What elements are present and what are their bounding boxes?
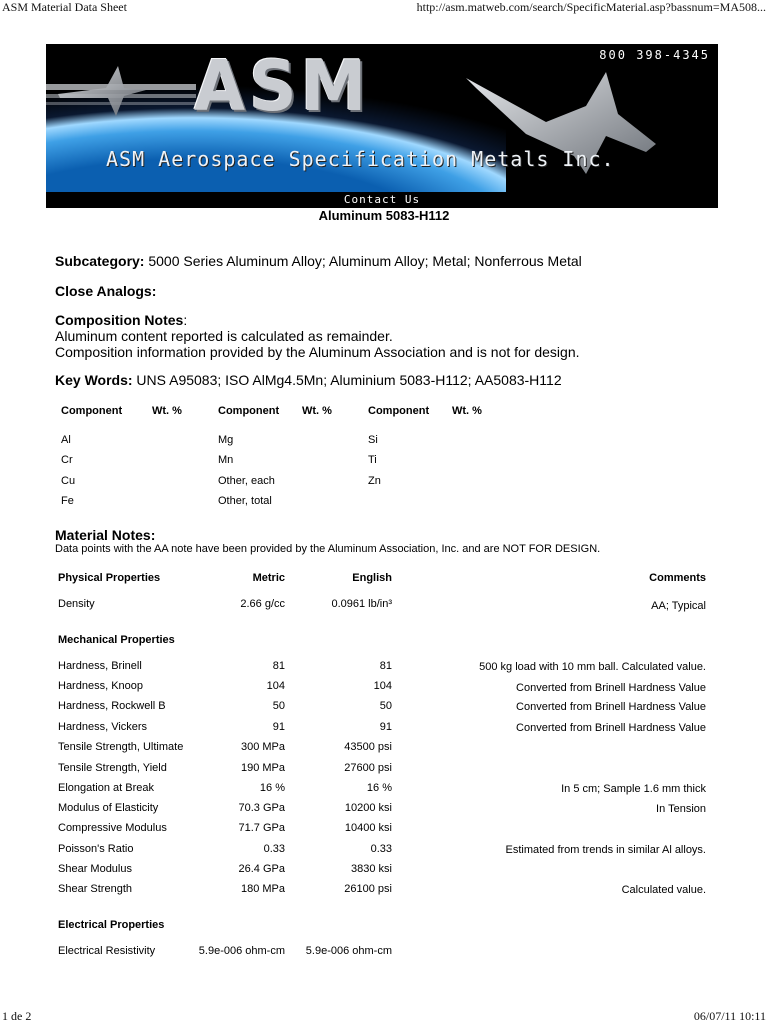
property-english: 5.9e-006 ohm-cm xyxy=(305,945,392,957)
property-english: 27600 psi xyxy=(344,762,392,774)
property-english: 26100 psi xyxy=(344,883,392,895)
property-metric: 70.3 GPa xyxy=(238,802,285,814)
property-english: 10200 ksi xyxy=(344,802,392,814)
property-comment: Converted from Brinell Hardness Value xyxy=(516,682,706,694)
property-english: 81 xyxy=(379,660,392,672)
component-cell: Mg xyxy=(218,434,234,446)
property-name: Modulus of Elasticity xyxy=(58,802,159,814)
property-english: 0.0961 lb/in³ xyxy=(331,598,392,610)
col-header-wt: Wt. % xyxy=(302,405,332,417)
close-analogs xyxy=(55,283,156,299)
col-header-component: Component xyxy=(218,405,280,417)
print-timestamp: 06/07/11 10:11 xyxy=(693,1009,766,1023)
page-number: 1 de 2 xyxy=(2,1009,32,1023)
print-header-url: http://asm.matweb.com/search/SpecificMaterial.asp?bassnum=MA508... xyxy=(416,0,766,14)
composition-notes-line1: Aluminum content reported is calculated as remainder. xyxy=(55,328,393,344)
component-cell: Other, each xyxy=(218,475,275,487)
close-analogs-label: Close Analogs: xyxy=(55,283,157,299)
component-cell: Al xyxy=(61,434,71,446)
property-metric: 2.66 g/cc xyxy=(240,598,285,610)
print-header-title: ASM Material Data Sheet xyxy=(2,0,127,14)
col-header-wt: Wt. % xyxy=(152,405,182,417)
property-metric: 81 xyxy=(272,660,285,672)
subcategory xyxy=(55,253,582,269)
asm-banner xyxy=(46,44,718,208)
col-header-component: Component xyxy=(368,405,430,417)
component-cell: Other, total xyxy=(218,495,272,507)
property-metric: 91 xyxy=(272,721,285,733)
component-cell: Mn xyxy=(218,454,234,466)
print-footer xyxy=(0,1009,768,1025)
property-name: Hardness, Knoop xyxy=(58,680,143,692)
print-header xyxy=(0,0,768,16)
key-words-value: UNS A95083; ISO AlMg4.5Mn; Aluminium 5083-H112; AA5083-H112 xyxy=(132,372,562,388)
property-english: 10400 ksi xyxy=(344,822,392,834)
english-header: English xyxy=(352,572,392,584)
component-cell: Zn xyxy=(368,475,381,487)
property-comment: Converted from Brinell Hardness Value xyxy=(516,722,706,734)
property-name: Hardness, Brinell xyxy=(58,660,142,672)
property-english: 16 % xyxy=(366,782,392,794)
component-cell: Fe xyxy=(61,495,74,507)
property-comment: AA; Typical xyxy=(651,600,706,612)
property-metric: 5.9e-006 ohm-cm xyxy=(198,945,285,957)
property-comment: In Tension xyxy=(656,803,706,815)
asm-logo: ASM xyxy=(194,46,371,127)
property-name: Hardness, Vickers xyxy=(58,721,148,733)
component-cell: Si xyxy=(368,434,378,446)
property-name: Compressive Modulus xyxy=(58,822,167,834)
property-english: 50 xyxy=(379,700,392,712)
property-name: Tensile Strength, Yield xyxy=(58,762,167,774)
property-metric: 71.7 GPa xyxy=(238,822,285,834)
property-english: 104 xyxy=(373,680,392,692)
col-header-wt: Wt. % xyxy=(452,405,482,417)
property-name: Tensile Strength, Ultimate xyxy=(58,741,184,753)
property-name: Electrical Resistivity xyxy=(58,945,156,957)
property-name: Density xyxy=(58,598,95,610)
col-header-component: Component xyxy=(61,405,123,417)
composition-notes-line2: Composition information provided by the Aluminum Association and is not for design. xyxy=(55,344,580,360)
component-cell: Cu xyxy=(61,475,76,487)
phone-number: 800 398-4345 xyxy=(599,48,710,62)
metric-header: Metric xyxy=(252,572,285,584)
property-comment: Estimated from trends in similar Al alloys. xyxy=(505,844,706,856)
property-name: Poisson's Ratio xyxy=(58,843,134,855)
component-cell: Ti xyxy=(368,454,377,466)
property-name: Elongation at Break xyxy=(58,782,155,794)
property-english: 3830 ksi xyxy=(351,863,392,875)
material-notes-text: Data points with the AA note have been provided by the Aluminum Association, Inc. and are NOT FOR DESIGN. xyxy=(55,543,601,555)
subcategory-label: Subcategory: xyxy=(55,253,145,269)
company-name: ASM Aerospace Specification Metals Inc. xyxy=(106,147,615,171)
material-title: Aluminum 5083-H112 xyxy=(318,208,450,223)
property-comment: In 5 cm; Sample 1.6 mm thick xyxy=(561,783,706,795)
property-name: Hardness, Rockwell B xyxy=(58,700,166,712)
property-metric: 104 xyxy=(266,680,285,692)
key-words xyxy=(55,372,562,388)
property-name: Shear Modulus xyxy=(58,863,132,875)
property-comment: Calculated value. xyxy=(621,884,706,896)
property-english: 91 xyxy=(379,721,392,733)
contact-us-link[interactable]: Contact Us xyxy=(46,192,718,208)
property-metric: 300 MPa xyxy=(240,741,285,753)
property-comment: Converted from Brinell Hardness Value xyxy=(516,701,706,713)
property-metric: 180 MPa xyxy=(240,883,285,895)
electrical-properties-header: Electrical Properties xyxy=(58,919,165,931)
component-cell: Cr xyxy=(61,454,73,466)
property-metric: 16 % xyxy=(259,782,285,794)
property-english: 43500 psi xyxy=(344,741,392,753)
physical-properties-header: Physical Properties xyxy=(58,572,161,584)
property-english: 0.33 xyxy=(370,843,392,855)
material-notes-label: Material Notes: xyxy=(55,527,156,543)
property-metric: 0.33 xyxy=(263,843,285,855)
composition-notes-label: Composition Notes xyxy=(55,312,184,328)
mechanical-properties-header: Mechanical Properties xyxy=(58,634,175,646)
property-metric: 190 MPa xyxy=(240,762,285,774)
composition-notes: Composition Notes: Aluminum content reported is calculated as remainder. Composition information provided by the Aluminum Association and is not for design. xyxy=(55,312,580,360)
property-comment: 500 kg load with 10 mm ball. Calculated value. xyxy=(479,661,706,673)
property-metric: 26.4 GPa xyxy=(238,863,285,875)
banner-artwork xyxy=(46,44,718,208)
property-name: Shear Strength xyxy=(58,883,132,895)
key-words-label: Key Words: xyxy=(55,372,133,388)
comments-header: Comments xyxy=(649,572,706,584)
property-metric: 50 xyxy=(272,700,285,712)
subcategory-value: 5000 Series Aluminum Alloy; Aluminum Alloy; Metal; Nonferrous Metal xyxy=(144,253,582,269)
